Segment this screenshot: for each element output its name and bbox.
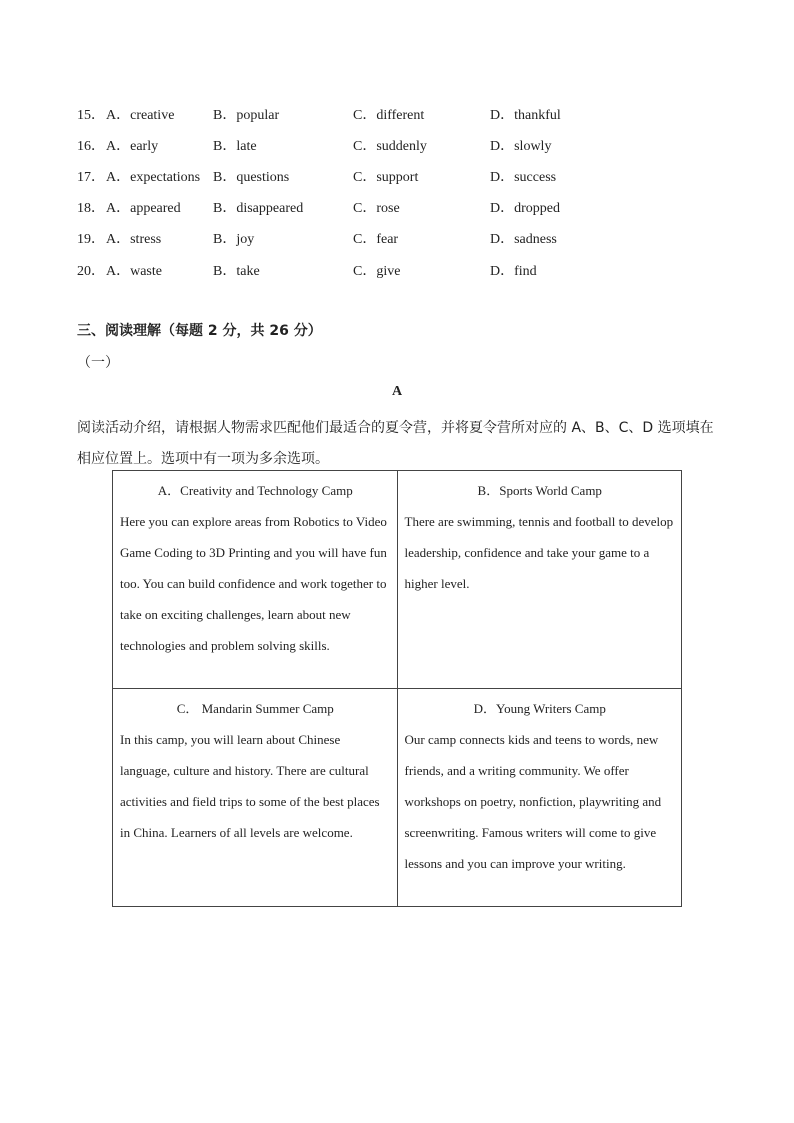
option-a: A．appeared <box>106 201 181 216</box>
option-d: D．success <box>490 170 557 185</box>
table-row <box>113 471 682 689</box>
camp-description: Here you can explore areas from Robotics to Video Game Coding to 3D Printing and you will have fun too. You can build confidence and work together to take on exciting challenges, learn about new technologies and problem solving skills. <box>120 514 387 653</box>
option-d: D．thankful <box>490 108 561 123</box>
question-number: 18． <box>77 201 105 216</box>
passage-letter: A <box>391 384 403 399</box>
option-d: D．sadness <box>490 232 557 247</box>
question-number: 16． <box>77 139 105 154</box>
option-d: D．find <box>490 264 537 279</box>
option-a: A．early <box>106 139 159 154</box>
question-17-options <box>77 166 677 186</box>
camp-description: There are swimming, tennis and football to develop leadership, confidence and take your game to a higher level. <box>404 514 674 591</box>
option-d: D．slowly <box>490 139 552 154</box>
table-row <box>113 689 682 907</box>
camp-cell-b <box>397 471 682 689</box>
option-b: B．joy <box>213 232 255 247</box>
option-a: A．expectations <box>106 170 201 185</box>
option-c: C．give <box>353 264 401 279</box>
option-a: A．creative <box>106 108 175 123</box>
question-15-options <box>77 104 677 124</box>
option-a: A．stress <box>106 232 162 247</box>
option-c: C．suddenly <box>353 139 427 154</box>
camp-title: A．Creativity and Technology Camp <box>157 483 353 498</box>
option-b: B．late <box>213 139 257 154</box>
camp-title: D．Young Writers Camp <box>473 701 606 716</box>
camps-table <box>112 470 682 907</box>
camp-description: Our camp connects kids and teens to words, new friends, and a writing community. We offer workshops on poetry, nonfiction, playwriting and screenwriting. Famous writers will come to give lessons and you can improve your writing. <box>404 732 662 871</box>
option-c: C．support <box>353 170 419 185</box>
question-20-options <box>77 260 677 280</box>
question-19-options <box>77 228 677 248</box>
option-c: C．fear <box>353 232 399 247</box>
section-title: 三、阅读理解（每题 2 分，共 26 分） <box>77 323 322 339</box>
instructions: 阅读活动介绍，请根据人物需求匹配他们最适合的夏令营，并将夏令营所对应的 A、B、C、D 选项填在相应位置上。选项中有一项为多余选项。 <box>77 420 714 467</box>
question-number: 17． <box>77 170 105 185</box>
option-b: B．questions <box>213 170 290 185</box>
camp-cell-d <box>397 689 682 907</box>
question-number: 15． <box>77 108 105 123</box>
camp-description: In this camp, you will learn about Chinese language, culture and history. There are cultural activities and field trips to some of the best places in China. Learners of all levels are welcome. <box>120 732 380 840</box>
option-d: D．dropped <box>490 201 560 216</box>
camp-title: C． Mandarin Summer Camp <box>176 701 334 716</box>
question-number: 19． <box>77 232 105 247</box>
camp-cell-a <box>113 471 398 689</box>
subsection-label: （一） <box>77 355 119 371</box>
option-a: A．waste <box>106 264 162 279</box>
question-18-options <box>77 197 677 217</box>
option-b: B．take <box>213 264 260 279</box>
option-b: B．popular <box>213 108 280 123</box>
camp-cell-c <box>113 689 398 907</box>
option-b: B．disappeared <box>213 201 304 216</box>
option-c: C．rose <box>353 201 400 216</box>
camp-title: B．Sports World Camp <box>477 483 602 498</box>
question-16-options <box>77 135 677 155</box>
option-c: C．different <box>353 108 425 123</box>
question-number: 20． <box>77 264 105 279</box>
